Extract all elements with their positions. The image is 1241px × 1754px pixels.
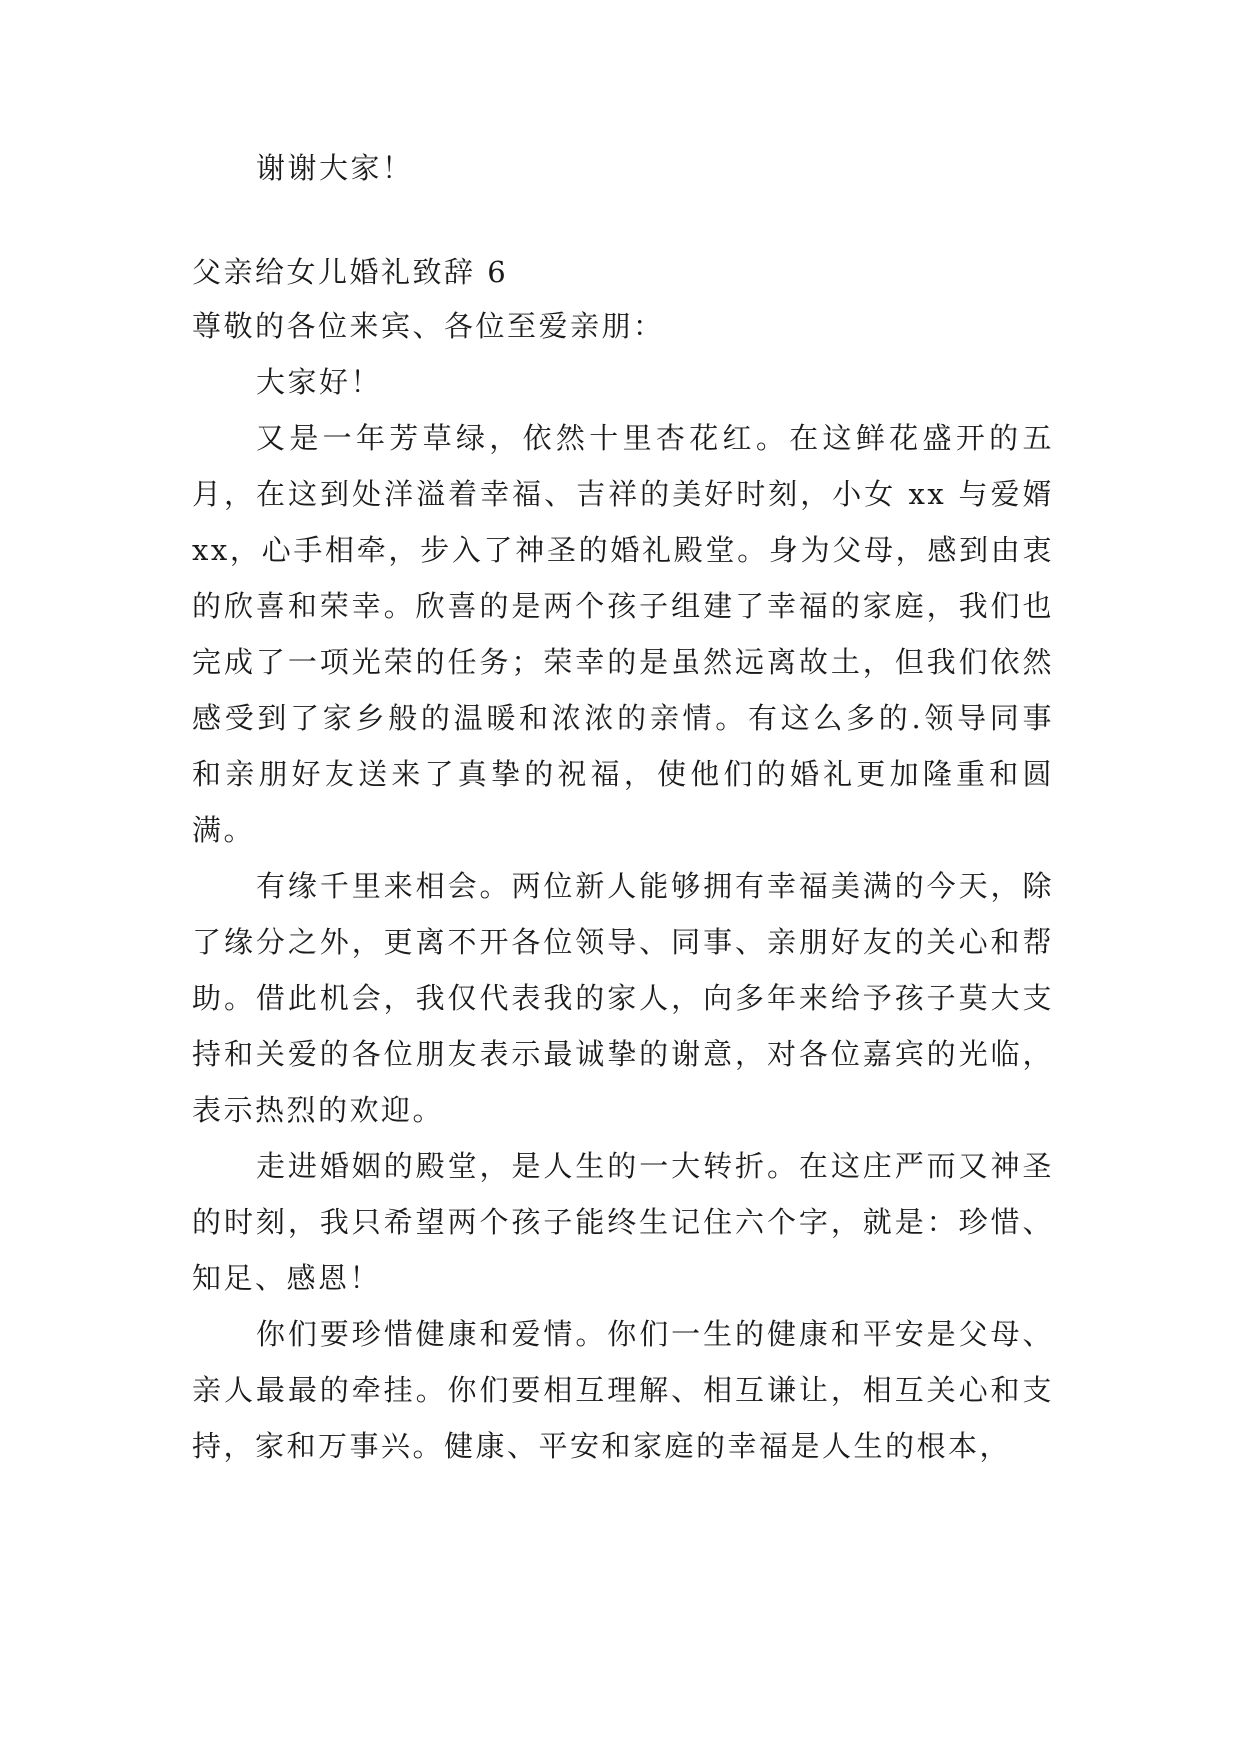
section-title: 父亲给女儿婚礼致辞 6 xyxy=(192,255,509,289)
salutation: 尊敬的各位来宾、各位至爱亲朋： xyxy=(192,309,665,343)
closing-block xyxy=(192,140,1054,196)
letter-body xyxy=(192,298,1054,1474)
greeting: 大家好！ xyxy=(256,365,383,399)
body-paragraph-4: 你们要珍惜健康和爱情。你们一生的健康和平安是父母、亲人最最的牵挂。你们要相互理解、相互谦让，相互关心和支持，家和万事兴。健康、平安和家庭的幸福是人生的根本， xyxy=(192,1317,1054,1463)
body-paragraph-2: 有缘千里来相会。两位新人能够拥有幸福美满的今天，除了缘分之外，更离不开各位领导、同事、亲朋好友的关心和帮助。借此机会，我仅代表我的家人，向多年来给予孩子莫大支持和关爱的各位朋友表示最诚挚的谢意，对各位嘉宾的光临，表示热烈的欢迎。 xyxy=(192,869,1054,1127)
section-title-block xyxy=(192,244,1054,300)
closing-line: 谢谢大家！ xyxy=(256,151,414,185)
body-paragraph-3: 走进婚姻的殿堂，是人生的一大转折。在这庄严而又神圣的时刻，我只希望两个孩子能终生记住六个字，就是：珍惜、知足、感恩！ xyxy=(192,1149,1054,1295)
body-paragraph-1: 又是一年芳草绿，依然十里杏花红。在这鲜花盛开的五月，在这到处洋溢着幸福、吉祥的美好时刻，小女 xx 与爱婿 xx，心手相牵，步入了神圣的婚礼殿堂。身为父母，感到由衷的欣喜和荣幸。欣喜的是两个孩子组建了幸福的家庭，我们也完成了一项光荣的任务；荣幸的是虽然远离故土，但我们依然感受到了家乡般的温暖和浓浓的亲情。有这么多的.领导同事和亲朋好友送来了真挚的祝福，使他们的婚礼更加隆重和圆满。 xyxy=(192,421,1054,847)
